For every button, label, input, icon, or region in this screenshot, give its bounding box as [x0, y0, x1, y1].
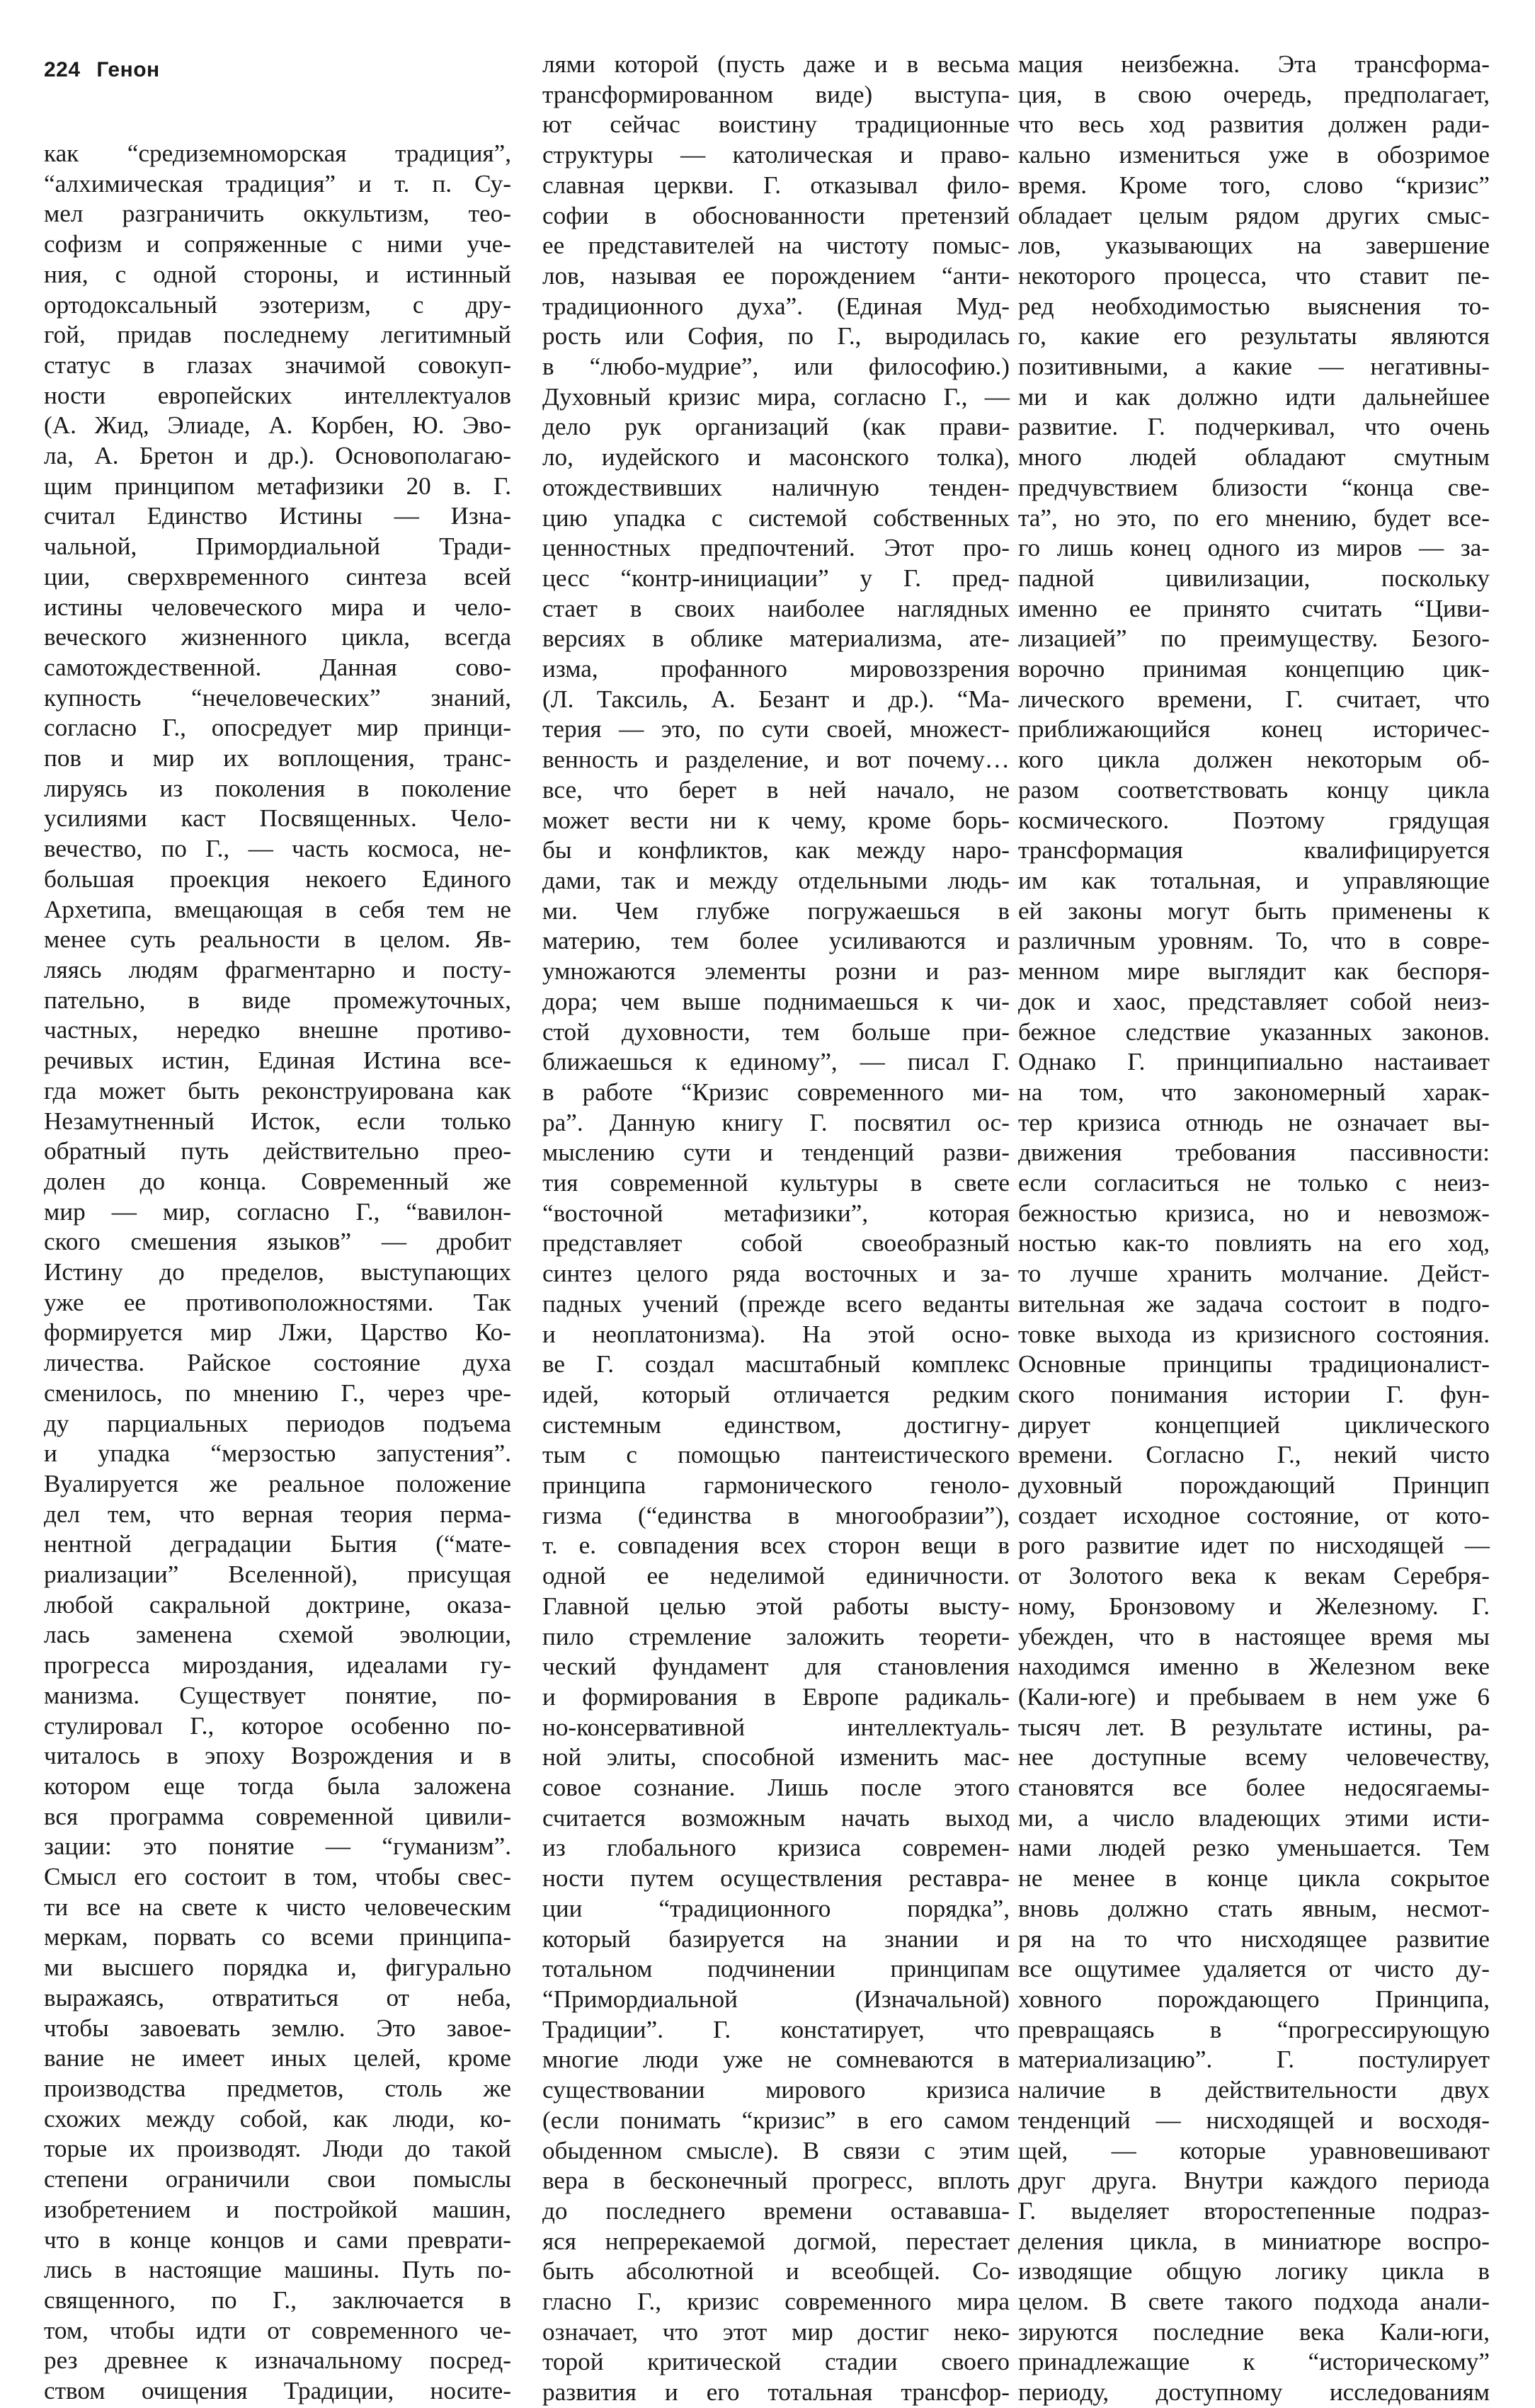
text-line: вительная же задача состоит в подго- [1018, 1289, 1490, 1318]
text-line: ют сейчас воистину традиционные [542, 110, 1010, 139]
text-column-2 [542, 50, 1010, 2408]
text-line: системным единством, достигну- [542, 1410, 1010, 1439]
text-line: нами людей резко уменьшается. Тем [1018, 1834, 1490, 1862]
text-line: славная церкви. Г. отказывал фило- [542, 171, 1010, 199]
text-line: производства предметов, столь же [44, 2075, 511, 2102]
text-line: не менее в конце цикла сокрытое [1018, 1864, 1490, 1893]
text-line: изводящие общую логику цикла в [1018, 2257, 1490, 2286]
text-line: степени ограничили свои помыслы [44, 2165, 511, 2193]
text-line: ством очищения Традиции, носите- [44, 2377, 511, 2405]
text-line: деления цикла, в миниатюре воспро- [1018, 2227, 1490, 2255]
text-line: котором еще тогда была заложена [44, 1771, 511, 1800]
text-line: лями которой (пусть даже и в весьма [542, 50, 1010, 78]
text-line: ского понимания истории Г. фун- [1018, 1380, 1490, 1408]
text-line: быть абсолютной и всеобщей. Со- [542, 2257, 1010, 2286]
text-line: ла, А. Бретон и др.). Основополагаю- [44, 442, 511, 470]
text-line: принципа гармонического геноло- [542, 1471, 1010, 1500]
text-line: в работе “Кризис современного ми- [542, 1078, 1010, 1106]
text-line: “Примордиальной (Изначальной) [542, 1985, 1010, 2013]
text-line: ции “традиционного порядка”, [542, 1894, 1010, 1922]
text-line: усилиями каст Посвященных. Чело- [44, 804, 511, 833]
text-line: движения требования пассивности: [1018, 1139, 1490, 1167]
text-line: Вуалируется же реальное положение [44, 1469, 511, 1497]
text-line: ее представителей на чистоту помыс- [542, 232, 1010, 260]
text-line: цесс “контр-инициации” у Г. пред- [542, 564, 1010, 592]
text-line: мир — мир, согласно Г., “вавилон- [44, 1197, 511, 1226]
text-line: нентной деградации Бытия (“мате- [44, 1530, 511, 1558]
text-line: статус в глазах значимой совокуп- [44, 350, 511, 379]
text-line: софизм и сопряженные с ними уче- [44, 230, 511, 258]
text-line: падной цивилизации, поскольку [1018, 564, 1490, 592]
text-line: ности европейских интеллектуалов [44, 381, 511, 409]
text-line: чтобы завоевать землю. Это завое- [44, 2014, 511, 2042]
text-line: менее суть реальности в целом. Яв- [44, 925, 511, 954]
text-line: много людей обладают смутным [1018, 443, 1490, 472]
text-line: прогресса мироздания, идеалами гу- [44, 1651, 511, 1679]
text-line: ти все на свете к чисто человеческим [44, 1893, 511, 1921]
text-line: вера в бесконечный прогресс, вплоть [542, 2167, 1010, 2195]
text-line: лов, называя ее порождением “анти- [542, 261, 1010, 290]
text-line: дора; чем выше поднимаешься к чи- [542, 987, 1010, 1015]
text-line: Духовный кризис мира, согласно Г., — [542, 382, 1010, 411]
text-line: кого цикла должен некоторым об- [1018, 746, 1490, 774]
text-line: предчувствием близости “конца све- [1018, 473, 1490, 501]
text-line: т. е. совпадения всех сторон вещи в [542, 1531, 1010, 1560]
text-line: меркам, порвать со всеми принципа- [44, 1923, 511, 1951]
text-line: отождествивших наличную тенден- [542, 473, 1010, 501]
text-line: и упадка “мерзостью запустения”. [44, 1439, 511, 1468]
text-line: “алхимическая традиция” и т. п. Су- [44, 169, 511, 198]
text-line: наличие в действительности двух [1018, 2076, 1490, 2104]
text-line: целом. В свете такого подхода анали- [1018, 2288, 1490, 2316]
text-line: дело рук организаций (как прави- [542, 413, 1010, 441]
text-line: обладает целым рядом других смыс- [1018, 201, 1490, 229]
text-line: (если понимать “кризис” в его самом [542, 2106, 1010, 2134]
text-line: священного, по Г., заключается в [44, 2286, 511, 2314]
text-line: тия современной культуры в свете [542, 1169, 1010, 1197]
running-header [44, 58, 160, 82]
text-line: торые их производят. Люди до такой [44, 2135, 511, 2163]
text-line: стает в своих наиболее наглядных [542, 594, 1010, 622]
page-number: 224 [44, 58, 81, 81]
text-line: тенденций — нисходящей и восходя- [1018, 2106, 1490, 2134]
text-line: Истину до пределов, выступающих [44, 1258, 511, 1286]
text-line: речивых истин, Единая Истина все- [44, 1046, 511, 1075]
text-line: дирует концепцией циклического [1018, 1410, 1490, 1439]
text-line: если согласиться не только с неиз- [1018, 1169, 1490, 1197]
text-line: частных, нередко внешне противо- [44, 1016, 511, 1044]
text-line: венность и разделение, и вот почему… [542, 746, 1010, 774]
text-line: некоторого процесса, что ставит пе- [1018, 261, 1490, 290]
text-line: тысяч лет. В результате истины, ра- [1018, 1713, 1490, 1741]
text-line: Г. выделяет второстепенные подраз- [1018, 2196, 1490, 2225]
text-line: ря на то что нисходящее развитие [1018, 1924, 1490, 1953]
text-line: го лишь конец одного из миров — за- [1018, 534, 1490, 562]
text-line: гласно Г., кризис современного мира [542, 2288, 1010, 2316]
text-line: развития и его тотальная трансфор- [542, 2378, 1010, 2407]
text-line: ду парциальных периодов подъема [44, 1409, 511, 1437]
text-line: из глобального кризиса современ- [542, 1834, 1010, 1862]
text-line: выражаясь, отвратиться от неба, [44, 1983, 511, 2012]
text-line: умножаются элементы розни и раз- [542, 957, 1010, 986]
text-line: терия — это, по сути своей, множест- [542, 715, 1010, 743]
text-line: который базируется на знании и [542, 1924, 1010, 1953]
text-line: им как тотальная, и управляющие [1018, 866, 1490, 894]
text-line: от Золотого века к векам Серебря- [1018, 1562, 1490, 1590]
text-column-1 [44, 139, 511, 2407]
text-line: версиях в облике материализма, ате- [542, 624, 1010, 653]
text-line: Смысл его состоит в том, чтобы свес- [44, 1863, 511, 1891]
text-line: личества. Райское состояние духа [44, 1349, 511, 1377]
text-line: ве Г. создал масштабный комплекс [542, 1350, 1010, 1379]
text-line: бежное следствие указанных законов. [1018, 1017, 1490, 1046]
text-line: пов и мир их воплощения, транс- [44, 744, 511, 772]
text-line: времени. Согласно Г., некий чисто [1018, 1441, 1490, 1469]
text-line: тотальном подчинении принципам [542, 1955, 1010, 1983]
text-line: позитивными, а какие — негативны- [1018, 353, 1490, 381]
text-line: ховного порождающего Принципа, [1018, 1985, 1490, 2013]
text-line: разом соответствовать концу цикла [1018, 775, 1490, 804]
text-line: истины человеческого мира и чело- [44, 593, 511, 621]
text-line: Главной целью этой работы высту- [542, 1592, 1010, 1620]
text-line: ценностных предпочтений. Этот про- [542, 534, 1010, 562]
text-line: рого развитие идет по нисходящей — [1018, 1531, 1490, 1560]
text-line: яся непререкаемой догмой, перестает [542, 2227, 1010, 2255]
text-line: периоду, доступному исследованиям [1018, 2378, 1490, 2407]
text-line: обыденном смысле). В связи с этим [542, 2136, 1010, 2164]
text-line: традиционного духа”. (Единая Муд- [542, 292, 1010, 320]
text-line: изма, профанного мировоззрения [542, 655, 1010, 683]
text-line: дел тем, что верная теория перма- [44, 1500, 511, 1528]
text-line: пательно, в виде промежуточных, [44, 986, 511, 1014]
text-line: кально измениться уже в обозримое [1018, 141, 1490, 169]
text-line: мыслению сути и тенденций разви- [542, 1139, 1010, 1167]
text-line: трансформированном виде) выступа- [542, 80, 1010, 108]
text-line: рез древнее к изначальному посред- [44, 2346, 511, 2375]
text-line: большая проекция некоего Единого [44, 865, 511, 893]
text-line: чальной, Примордиальной Тради- [44, 532, 511, 561]
text-line: материализацию”. Г. постулирует [1018, 2045, 1490, 2074]
text-line: ния, с одной стороны, и истинный [44, 260, 511, 288]
text-line: читалось в эпоху Возрождения и в [44, 1742, 511, 1770]
text-line: ческий фундамент для становления [542, 1653, 1010, 1681]
text-line: ми высшего порядка и, фигурально [44, 1953, 511, 1982]
text-line: товке выхода из кризисного состояния. [1018, 1320, 1490, 1348]
text-line: ло, иудейского и масонского толка), [542, 443, 1010, 472]
text-line: сменилось, по мнению Г., через чре- [44, 1379, 511, 1407]
text-line: принадлежащие к “историческому” [1018, 2348, 1490, 2376]
text-line: ми. Чем глубже погружаешься в [542, 896, 1010, 925]
text-line: бы и конфликтов, как между наро- [542, 836, 1010, 865]
text-line: совое сознание. Лишь после этого [542, 1774, 1010, 1802]
text-line: существовании мирового кризиса [542, 2076, 1010, 2104]
text-line: ному, Бронзовому и Железному. Г. [1018, 1592, 1490, 1620]
text-line: вновь должно стать явным, несмот- [1018, 1894, 1490, 1922]
text-line: и формирования в Европе радикаль- [542, 1682, 1010, 1711]
text-line: манизма. Существует понятие, по- [44, 1681, 511, 1709]
text-line: лического времени, Г. считает, что [1018, 685, 1490, 713]
text-line: что весь ход развития должен ради- [1018, 110, 1490, 139]
text-line: тер кризиса отнюдь не означает вы- [1018, 1108, 1490, 1136]
text-line: падных учений (прежде всего веданты [542, 1289, 1010, 1318]
text-line: мел разграничить оккультизм, тео- [44, 200, 511, 228]
text-line: вся программа современной цивили- [44, 1802, 511, 1830]
text-line: ра”. Данную книгу Г. посвятил ос- [542, 1108, 1010, 1136]
text-line: трансформация квалифицируется [1018, 836, 1490, 865]
text-line: ляясь людям фрагментарно и посту- [44, 955, 511, 983]
text-line: цию упадка с системой собственных [542, 503, 1010, 532]
text-line: создает исходное состояние, от кото- [1018, 1501, 1490, 1529]
text-line: гой, придав последнему легитимный [44, 321, 511, 349]
text-line: ского смешения языков” — дробит [44, 1228, 511, 1256]
text-line: тым с помощью пантеистического [542, 1441, 1010, 1469]
text-line: развитие. Г. подчеркивал, что очень [1018, 413, 1490, 441]
text-line: согласно Г., опосредует мир принци- [44, 714, 511, 742]
text-line: щим принципом метафизики 20 в. Г. [44, 472, 511, 500]
text-line: Однако Г. принципиально настаивает [1018, 1048, 1490, 1076]
text-line: торой критической стадии своего [542, 2348, 1010, 2376]
text-line: ности путем осуществления реставра- [542, 1864, 1010, 1893]
text-line: ред необходимостью выяснения то- [1018, 292, 1490, 320]
text-line: ции, сверхвременного синтеза всей [44, 562, 511, 590]
running-title: Генон [96, 58, 160, 81]
text-line: ми и как должно идти дальнейшее [1018, 382, 1490, 411]
text-line: ностью как-то повлиять на его ход, [1018, 1229, 1490, 1257]
text-line: лись в настоящие машины. Путь по- [44, 2256, 511, 2284]
text-line: вание не имеет иных целей, кроме [44, 2044, 511, 2072]
text-line: ближаешься к единому”, — писал Г. [542, 1048, 1010, 1076]
text-line: на том, что закономерный харак- [1018, 1078, 1490, 1106]
text-line: долен до конца. Современный же [44, 1167, 511, 1195]
text-line: Незамутненный Исток, если только [44, 1107, 511, 1135]
text-line: синтез целого ряда восточных и за- [542, 1260, 1010, 1288]
text-line: формируется мир Лжи, Царство Ко- [44, 1318, 511, 1347]
text-line: ция, в свою очередь, предполагает, [1018, 80, 1490, 108]
text-line: стой духовности, тем больше при- [542, 1017, 1010, 1046]
text-line: ортодоксальный эзотеризм, с дру- [44, 290, 511, 319]
text-line: нее доступные всему человечеству, [1018, 1743, 1490, 1771]
text-line: зации: это понятие — “гуманизм”. [44, 1832, 511, 1861]
text-line: превращаясь в “прогрессирующую [1018, 2015, 1490, 2043]
text-line: та”, но это, по его мнению, будет все- [1018, 503, 1490, 532]
text-line: гда может быть реконструирована как [44, 1076, 511, 1105]
text-line: ей законы могут быть применены к [1018, 896, 1490, 925]
text-line: становятся все более недосягаемы- [1018, 1774, 1490, 1802]
text-line: считал Единство Истины — Изна- [44, 502, 511, 530]
text-line: Основные принципы традиционалист- [1018, 1350, 1490, 1379]
text-line: обратный путь действительно прео- [44, 1137, 511, 1165]
text-line: материю, тем более усиливаются и [542, 927, 1010, 955]
text-line: одной ее неделимой единичности. [542, 1562, 1010, 1590]
text-line: многие люди уже не сомневаются в [542, 2045, 1010, 2074]
text-line: то лучше хранить молчание. Дейст- [1018, 1260, 1490, 1288]
text-line: различным уровням. То, что в совре- [1018, 927, 1490, 955]
text-line: структуры — католическая и право- [542, 141, 1010, 169]
text-line: уже ее противоположностями. Так [44, 1288, 511, 1316]
text-line: менном мире выглядит как беспоря- [1018, 957, 1490, 986]
text-line: лизацией” по преимуществу. Безого- [1018, 624, 1490, 653]
text-line: веческого жизненного цикла, всегда [44, 623, 511, 651]
text-line: вечество, по Г., — часть космоса, не- [44, 835, 511, 863]
text-line: стулировал Г., которое особенно по- [44, 1711, 511, 1740]
text-line: (А. Жид, Элиаде, А. Корбен, Ю. Эво- [44, 411, 511, 440]
text-line: лась заменена схемой эволюции, [44, 1621, 511, 1649]
text-line: риализации” Вселенной), присущая [44, 1560, 511, 1589]
text-line: может вести ни к чему, кроме борь- [542, 806, 1010, 834]
text-line: ной элиты, способной изменить мас- [542, 1743, 1010, 1771]
text-line: (Л. Таксиль, А. Безант и др.). “Ма- [542, 685, 1010, 713]
text-line: любой сакральной доктрине, оказа- [44, 1590, 511, 1619]
text-line: идей, который отличается редким [542, 1380, 1010, 1408]
text-line: дами, так и между отдельными людь- [542, 866, 1010, 894]
text-line: изобретением и постройкой машин, [44, 2195, 511, 2223]
text-line: считается возможным начать выход [542, 1803, 1010, 1832]
text-line: в “любо-мудрие”, или философию.) [542, 353, 1010, 381]
text-line: Традиции”. Г. констатирует, что [542, 2015, 1010, 2043]
text-line: время. Кроме того, слово “кризис” [1018, 171, 1490, 199]
text-line: все, что берет в ней начало, не [542, 775, 1010, 804]
text-line: софии в обоснованности претензий [542, 201, 1010, 229]
text-line: космического. Поэтому грядущая [1018, 806, 1490, 834]
text-line: щей, — которые уравновешивают [1018, 2136, 1490, 2164]
text-line: пило стремление заложить теорети- [542, 1622, 1010, 1650]
text-line: гизма (“единства в многообразии”), [542, 1501, 1010, 1529]
text-line: “восточной метафизики”, которая [542, 1199, 1010, 1227]
text-line: духовный порождающий Принцип [1018, 1471, 1490, 1500]
text-line: ми, а число владеющих этими исти- [1018, 1803, 1490, 1832]
text-line: (Кали-юге) и пребываем в нем уже 6 [1018, 1682, 1490, 1711]
text-line: как “средиземноморская традиция”, [44, 139, 511, 167]
text-line: лов, указывающих на завершение [1018, 232, 1490, 260]
text-line: до последнего времени остававша- [542, 2196, 1010, 2225]
text-line: док и хаос, представляет собой неиз- [1018, 987, 1490, 1015]
text-line: том, чтобы идти от современного че- [44, 2316, 511, 2344]
text-line: означает, что этот мир достиг неко- [542, 2317, 1010, 2346]
text-line: Архетипа, вмещающая в себя тем не [44, 895, 511, 923]
text-line: убежден, что в настоящее время мы [1018, 1622, 1490, 1650]
text-column-3 [1018, 50, 1490, 2408]
text-line: схожих между собой, как люди, ко- [44, 2104, 511, 2133]
text-line: что в конце концов и сами преврати- [44, 2225, 511, 2254]
text-line: находимся именно в Железном веке [1018, 1653, 1490, 1681]
text-line: купность “нечеловеческих” знаний, [44, 683, 511, 712]
text-line: и неоплатонизма). На этой осно- [542, 1320, 1010, 1348]
text-line: рость или София, по Г., выродилась [542, 322, 1010, 350]
text-line: представляет собой своеобразный [542, 1229, 1010, 1257]
text-line: все ощутимее удаляется от чисто ду- [1018, 1955, 1490, 1983]
text-line: зируются последние века Кали-юги, [1018, 2317, 1490, 2346]
text-line: но-консервативной интеллектуаль- [542, 1713, 1010, 1741]
text-line: ворочно принимая концепцию цик- [1018, 655, 1490, 683]
text-line: мация неизбежна. Эта трансформа- [1018, 50, 1490, 78]
text-line: го, какие его результаты являются [1018, 322, 1490, 350]
text-line: именно ее принято считать “Циви- [1018, 594, 1490, 622]
text-line: лируясь из поколения в поколение [44, 774, 511, 802]
text-line: самотождественной. Данная сово- [44, 653, 511, 681]
text-line: друг друга. Внутри каждого периода [1018, 2167, 1490, 2195]
text-line: бежностью кризиса, но и невозмож- [1018, 1199, 1490, 1227]
text-line: приближающийся конец историчес- [1018, 715, 1490, 743]
